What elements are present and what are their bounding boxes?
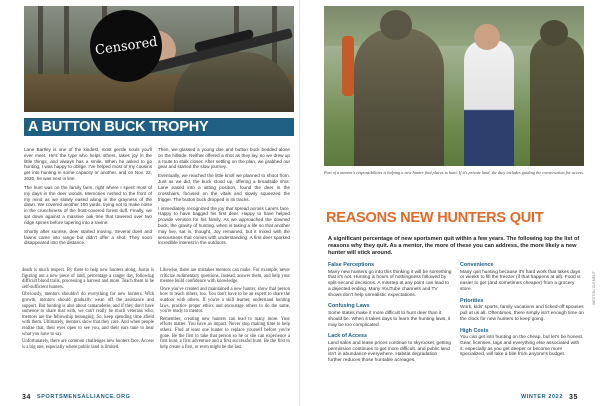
lower-column-1 [22,268,154,352]
paragraph: Shortly after sunrise, deer started moving. Several does and fawns came into range but didn't offer a shot. They soon disappeared into the distance. [24,228,152,246]
reason-body: Many new hunters go into this thinking it will be something that it's not. Hunting is hours of nothingness followed by split-second decisions. A misstep at any point can lead to a dejected ending. Many YouTube channels and TV shows don't help unrealistic expectations. [328,269,452,298]
reason-heading: High Costs [460,327,489,334]
paragraph: Eventually, we reached the little knoll we planned to shoot from. Just as we did, the buck stood up, offering a broadside shot. Lane eased into a sitting position, found the deer in the crosshairs, focused on the vitals and slowly squeezed the trigger. The button buck dropped in its tracks. [158,173,290,202]
paragraph: Unfortunately, there are common challenges new hunters face. Access is a big one, especially where public land is limited. [22,339,154,350]
sidebar-title: REASONS NEW HUNTERS QUIT [326,210,544,226]
reason-heading: False Perceptions [328,262,375,268]
reason-body: Some states make it more difficult to hunt deer than it should be. When it takes days to learn the hunting laws, it may be too complicated. [328,310,451,328]
reason-heading: Lack of Access [328,333,368,340]
reason-heading: Convenience [460,262,494,268]
paragraph: The hunt was on the family farm, right where I spent most of my days in the deer woods. Memories rushed to the front of my mind as we slowly eased along in the grayness of the dawn. We covered another 100 yards, trying not to make noise in the crunchiness of the frost-covered forest duff. Finally, we sat down against a massive oak tree that towered over two ridge spines before tapering into a ravine. [24,184,152,225]
hunter-rifle-photo [24,6,294,112]
page-number: 35 [569,393,578,401]
article-title-bar [24,118,294,136]
issue-label: WINTER 2022 [520,394,563,400]
paragraph: Once you've created and maintained a new hunter, show that person how to teach others, too. You don't have to be an expert to share the outdoor with others. If you're a skill learner, understand hunting laws, practice proper ethics and encourage others to do the same, you're ready to mentor. [160,286,290,315]
right-page [300,0,600,406]
paragraph: Then, we glassed a young doe and button buck bedded alone on the hillside. Neither offered a shot as they lay, so we drew up a route to stalk closer. After settling on the plan, we grabbed our gear and started the slow journey. [158,147,290,170]
photo-caption: Part of a mentor's responsibilities is helping a new hunter find places to hunt. If it's private land, the duty includes guiding the conversation for access. [324,170,584,175]
reasons-column-right [460,262,584,363]
article-title: A BUTTON BUCK TROPHY [28,119,209,135]
reasons-column-left [328,262,452,369]
article-column-1 [24,147,152,249]
reason-body: You can get into hunting on the cheap, but let's be honest. Gear, licenses, tags and everything else associated with it, especially as you get deeper or become more specialized, will take a bite from anyone's budget. [460,335,584,358]
page-number: 34 [22,393,31,401]
reason-item [328,262,452,298]
censored-badge [90,10,162,82]
left-footer [22,392,131,402]
paragraph: Obviously, mentors shouldn't do everything for new hunters. With growth, mentors should gradually wean off the assistance and support. But hunting is also about camaraderie, and if they don't have someone to share that with, we can't really be much veterans who, mentors are the fellowship belonging. So, keep spending time afield with them. Ultimately, mentors show that they care. And when people realize that, their eyes open to see you, and their ears tune to hear what you have to say. [22,292,154,337]
article-column-2 [158,147,290,249]
reason-heading: Priorities [460,297,484,304]
reason-item [328,303,452,328]
website-label: SPORTSMENSALLIANCE.ORG [37,394,131,400]
reason-item [460,262,584,293]
paragraph: I immediately recognized the joy that spread across Lane's face. Happy to have bagged his first deer. Happy to have helped provide venison for his family. As we approached the downed buck, the gravity of hunting, when is taking a life so that another may live, sat in, thought, Joy remained, but it mixed with the seriousness that comes with understanding. A first deer sparked incredible interest in the outdoors. [158,205,290,246]
photo-credit: WESTON CLEMENT [592,271,596,305]
paragraph: death is much respect. By there to help new hunters along, Justin is figuring out a new piece of land, percentage a ranger day, following difficult blood trails, processing a harvest and more. Teach them to be self-sufficient hunters. [22,268,154,290]
censored-label: Censored [93,34,159,58]
reason-body: Work, kids' sports, family vacations and ticked-off spouses pull at us all. Oftentimes, there simply isn't enough time on the clock for new hunters to keep going. [460,305,584,322]
mentor-conversation-photo [324,6,584,166]
right-footer [521,392,578,402]
lower-column-2 [160,268,290,352]
reason-heading: Confusing Laws [328,303,370,310]
reason-item [328,333,452,364]
sidebar-intro: A significant percentage of new sportsmen quit within a few years. The following top the list of reasons why they quit. As a mentor, the more of these you can address, the more likely a new hunter will stick around. [328,236,580,256]
reason-body: Land sales and lease prices continue to skyrocket, getting permission continues to get more difficult, and public land isn't in abundance everywhere. Habitat degradation further reduces those huntable acreages. [328,340,451,364]
reason-item [460,328,584,359]
paragraph: Remember, creating new hunters can lead to many more. Your efforts matter. You have an impact. Never stop making time to help others. Find at least one hunter to replace yourself before you're gone. Be the first to take that person so he or she can experience a first hunt, a first adventure and a first successful hunt. Be the first to help create a first, or even might be the last. [160,316,290,350]
reason-body: Many quit hunting because it's hard work that takes days or weeks to fill the freezer (if that happens at all). Food is easier to get (and sometimes cheaper) from a grocery store. [460,269,581,292]
reason-item [460,298,584,323]
paragraph: Lane Bartley is one of the kindest, most gentle souls you'll ever meet. He's the type who helps others, takes joy in the little things, and always has a smile. When he asked to go hunting, I was happy to oblige. I've helped most of my cousins get into hunting in some capacity or another, and on Nov. 22, 2020, he was next in line. [24,147,152,181]
paragraph: Likewise, there are mistakes mentors can make. For example, never criticize rudimentary questions. Instead, answer them, and help your mentee build confidence with knowledge. [160,268,290,285]
